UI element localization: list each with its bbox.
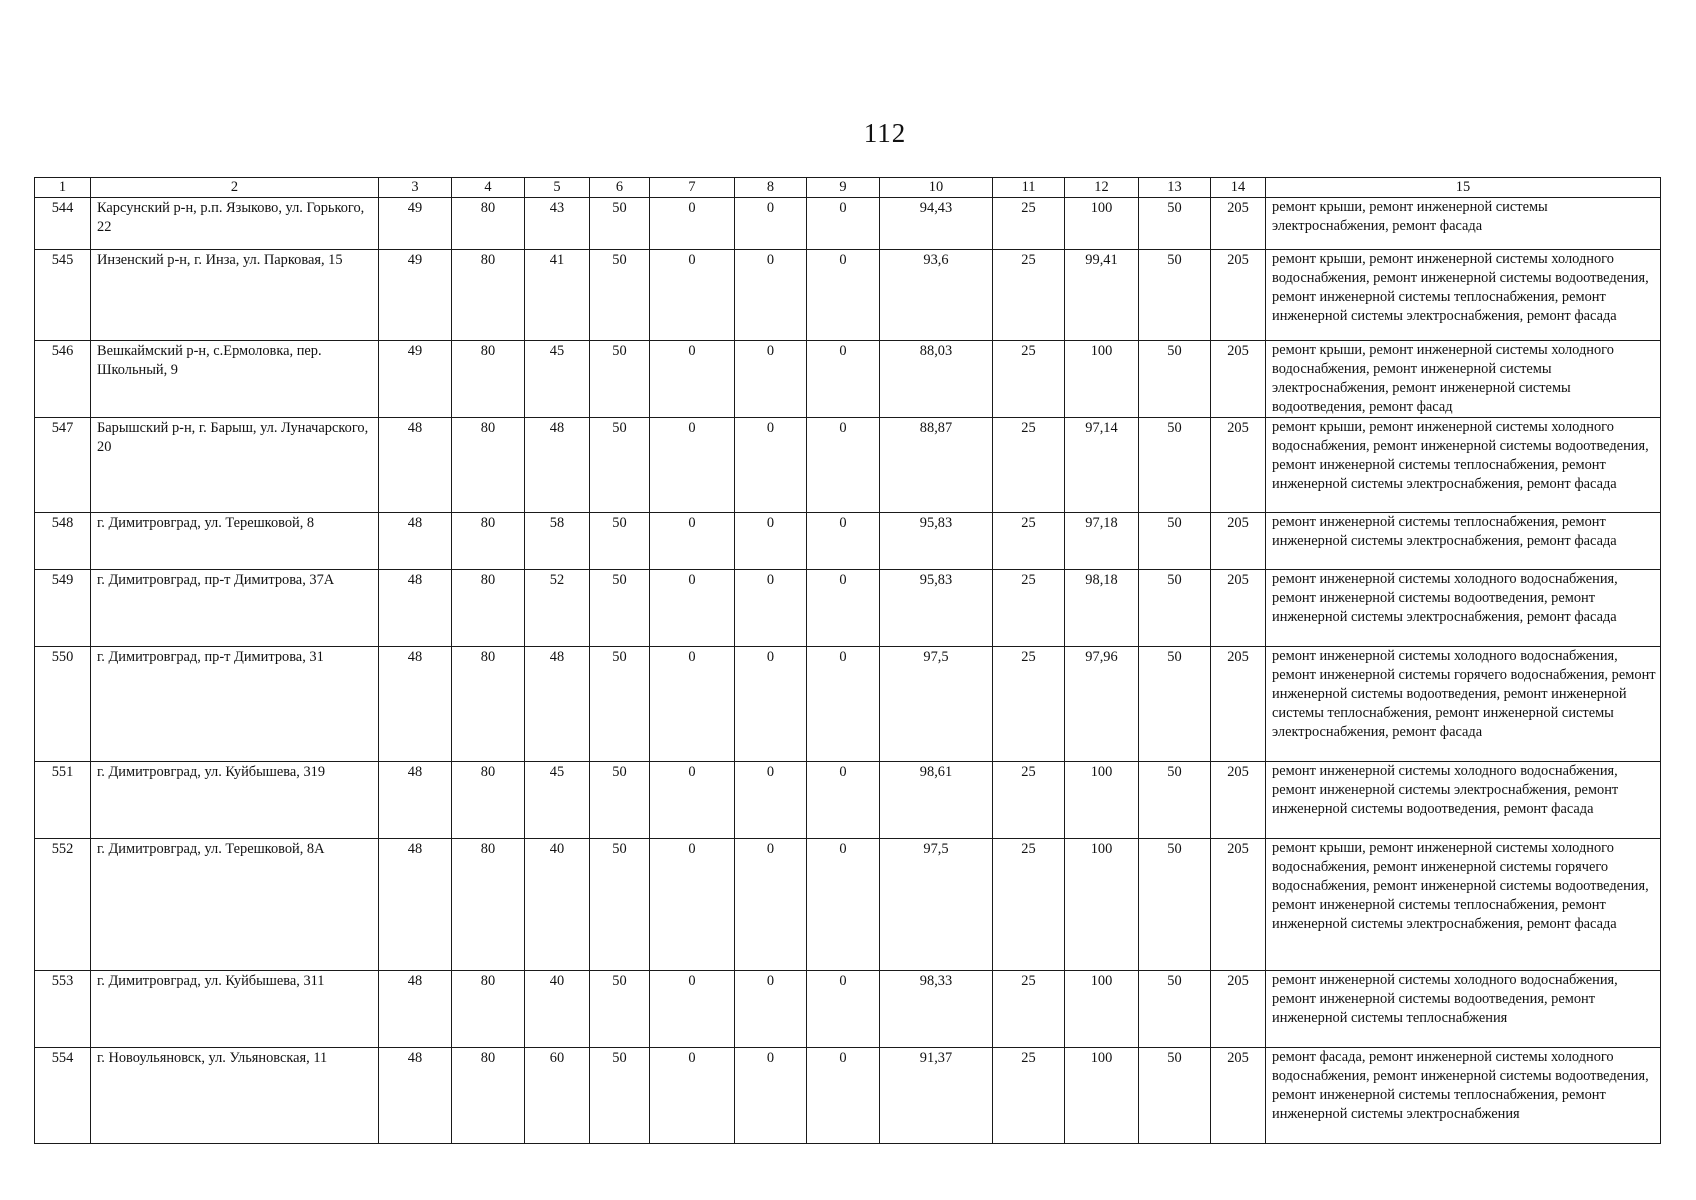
row-number-cell: 546: [35, 341, 91, 418]
value-cell-c4: 80: [452, 839, 525, 971]
value-cell-c4: 80: [452, 762, 525, 839]
value-cell-c6: 50: [590, 839, 650, 971]
value-cell-c5: 48: [525, 418, 590, 513]
value-cell-c5: 45: [525, 341, 590, 418]
value-cell-c4: 80: [452, 647, 525, 762]
value-cell-c12: 97,14: [1065, 418, 1139, 513]
value-cell-c6: 50: [590, 971, 650, 1048]
value-cell-c5: 43: [525, 198, 590, 250]
value-cell-c3: 49: [379, 250, 452, 341]
value-cell-c8: 0: [735, 839, 807, 971]
works-cell: ремонт крыши, ремонт инженерной системы электроснабжения, ремонт фасада: [1266, 198, 1661, 250]
value-cell-c8: 0: [735, 647, 807, 762]
works-cell: ремонт крыши, ремонт инженерной системы холодного водоснабжения, ремонт инженерной системы водоотведения, ремонт инженерной системы теплоснабжения, ремонт инженерной системы электроснабжения, ремонт фасада: [1266, 418, 1661, 513]
value-cell-c14: 205: [1211, 570, 1266, 647]
value-cell-c14: 205: [1211, 513, 1266, 570]
value-cell-c3: 48: [379, 570, 452, 647]
value-cell-c14: 205: [1211, 1048, 1266, 1144]
works-cell: ремонт инженерной системы холодного водоснабжения, ремонт инженерной системы водоотведения, ремонт инженерной системы электроснабжения, ремонт фасада: [1266, 570, 1661, 647]
value-cell-c13: 50: [1139, 198, 1211, 250]
value-cell-c13: 50: [1139, 839, 1211, 971]
value-cell-c7: 0: [650, 762, 735, 839]
value-cell-c13: 50: [1139, 418, 1211, 513]
value-cell-c12: 100: [1065, 839, 1139, 971]
value-cell-c14: 205: [1211, 418, 1266, 513]
value-cell-c13: 50: [1139, 1048, 1211, 1144]
value-cell-c3: 48: [379, 762, 452, 839]
value-cell-c10: 97,5: [880, 647, 993, 762]
value-cell-c8: 0: [735, 418, 807, 513]
value-cell-c10: 94,43: [880, 198, 993, 250]
value-cell-c8: 0: [735, 513, 807, 570]
works-cell: ремонт инженерной системы холодного водоснабжения, ремонт инженерной системы электроснабжения, ремонт инженерной системы водоотведения, ремонт фасада: [1266, 762, 1661, 839]
value-cell-c11: 25: [993, 762, 1065, 839]
value-cell-c11: 25: [993, 971, 1065, 1048]
address-cell: Инзенский р-н, г. Инза, ул. Парковая, 15: [91, 250, 379, 341]
value-cell-c3: 48: [379, 971, 452, 1048]
address-cell: г. Димитровград, ул. Куйбышева, 311: [91, 971, 379, 1048]
table-row: [35, 762, 1661, 839]
value-cell-c13: 50: [1139, 341, 1211, 418]
value-cell-c7: 0: [650, 570, 735, 647]
works-cell: ремонт инженерной системы холодного водоснабжения, ремонт инженерной системы водоотведения, ремонт инженерной системы теплоснабжения: [1266, 971, 1661, 1048]
works-cell: ремонт крыши, ремонт инженерной системы холодного водоснабжения, ремонт инженерной системы электроснабжения, ремонт инженерной системы водоотведения, ремонт фасад: [1266, 341, 1661, 418]
row-number-cell: 551: [35, 762, 91, 839]
table-row: [35, 839, 1661, 971]
table-row: [35, 570, 1661, 647]
value-cell-c5: 60: [525, 1048, 590, 1144]
value-cell-c3: 48: [379, 513, 452, 570]
value-cell-c6: 50: [590, 647, 650, 762]
value-cell-c7: 0: [650, 647, 735, 762]
value-cell-c14: 205: [1211, 647, 1266, 762]
column-header: 7: [650, 178, 735, 198]
column-header: 10: [880, 178, 993, 198]
value-cell-c6: 50: [590, 513, 650, 570]
value-cell-c6: 50: [590, 570, 650, 647]
value-cell-c8: 0: [735, 198, 807, 250]
value-cell-c7: 0: [650, 341, 735, 418]
value-cell-c14: 205: [1211, 762, 1266, 839]
value-cell-c9: 0: [807, 250, 880, 341]
row-number-cell: 544: [35, 198, 91, 250]
value-cell-c5: 52: [525, 570, 590, 647]
value-cell-c4: 80: [452, 341, 525, 418]
column-header: 8: [735, 178, 807, 198]
row-number-cell: 554: [35, 1048, 91, 1144]
value-cell-c14: 205: [1211, 839, 1266, 971]
value-cell-c9: 0: [807, 513, 880, 570]
value-cell-c12: 100: [1065, 341, 1139, 418]
table-row: [35, 198, 1661, 250]
column-header: 4: [452, 178, 525, 198]
value-cell-c14: 205: [1211, 971, 1266, 1048]
column-header: 5: [525, 178, 590, 198]
repair-schedule-table: [34, 177, 1661, 1144]
value-cell-c6: 50: [590, 418, 650, 513]
value-cell-c7: 0: [650, 513, 735, 570]
value-cell-c6: 50: [590, 250, 650, 341]
value-cell-c9: 0: [807, 839, 880, 971]
value-cell-c10: 97,5: [880, 839, 993, 971]
value-cell-c3: 49: [379, 198, 452, 250]
address-cell: г. Димитровград, ул. Терешковой, 8А: [91, 839, 379, 971]
value-cell-c5: 40: [525, 971, 590, 1048]
value-cell-c11: 25: [993, 513, 1065, 570]
value-cell-c7: 0: [650, 418, 735, 513]
value-cell-c10: 88,03: [880, 341, 993, 418]
value-cell-c9: 0: [807, 341, 880, 418]
value-cell-c12: 98,18: [1065, 570, 1139, 647]
value-cell-c6: 50: [590, 341, 650, 418]
value-cell-c3: 48: [379, 418, 452, 513]
column-header: 11: [993, 178, 1065, 198]
table-row: [35, 341, 1661, 418]
table-row: [35, 418, 1661, 513]
row-number-cell: 545: [35, 250, 91, 341]
value-cell-c9: 0: [807, 570, 880, 647]
table-row: [35, 250, 1661, 341]
row-number-cell: 553: [35, 971, 91, 1048]
value-cell-c12: 100: [1065, 971, 1139, 1048]
value-cell-c8: 0: [735, 341, 807, 418]
value-cell-c6: 50: [590, 198, 650, 250]
value-cell-c12: 100: [1065, 762, 1139, 839]
value-cell-c4: 80: [452, 971, 525, 1048]
value-cell-c4: 80: [452, 513, 525, 570]
value-cell-c8: 0: [735, 570, 807, 647]
table-row: [35, 1048, 1661, 1144]
value-cell-c11: 25: [993, 839, 1065, 971]
value-cell-c11: 25: [993, 1048, 1065, 1144]
column-header: 15: [1266, 178, 1661, 198]
value-cell-c13: 50: [1139, 762, 1211, 839]
value-cell-c13: 50: [1139, 570, 1211, 647]
table-body: [35, 198, 1661, 1144]
value-cell-c8: 0: [735, 1048, 807, 1144]
value-cell-c12: 100: [1065, 1048, 1139, 1144]
value-cell-c9: 0: [807, 418, 880, 513]
address-cell: г. Новоульяновск, ул. Ульяновская, 11: [91, 1048, 379, 1144]
value-cell-c12: 97,96: [1065, 647, 1139, 762]
value-cell-c6: 50: [590, 762, 650, 839]
address-cell: Барышский р-н, г. Барыш, ул. Луначарского, 20: [91, 418, 379, 513]
value-cell-c10: 98,33: [880, 971, 993, 1048]
value-cell-c9: 0: [807, 762, 880, 839]
value-cell-c11: 25: [993, 570, 1065, 647]
address-cell: г. Димитровград, ул. Терешковой, 8: [91, 513, 379, 570]
works-cell: ремонт крыши, ремонт инженерной системы холодного водоснабжения, ремонт инженерной системы водоотведения, ремонт инженерной системы теплоснабжения, ремонт инженерной системы электроснабжения, ремонт фасада: [1266, 250, 1661, 341]
column-header: 3: [379, 178, 452, 198]
value-cell-c11: 25: [993, 341, 1065, 418]
value-cell-c12: 97,18: [1065, 513, 1139, 570]
value-cell-c4: 80: [452, 1048, 525, 1144]
page-number: 112: [863, 118, 907, 148]
value-cell-c14: 205: [1211, 341, 1266, 418]
value-cell-c4: 80: [452, 250, 525, 341]
row-number-cell: 547: [35, 418, 91, 513]
value-cell-c9: 0: [807, 647, 880, 762]
row-number-cell: 550: [35, 647, 91, 762]
value-cell-c5: 48: [525, 647, 590, 762]
value-cell-c8: 0: [735, 250, 807, 341]
address-cell: Карсунский р-н, р.п. Языково, ул. Горького, 22: [91, 198, 379, 250]
value-cell-c10: 91,37: [880, 1048, 993, 1144]
value-cell-c7: 0: [650, 250, 735, 341]
column-header: 2: [91, 178, 379, 198]
column-header: 9: [807, 178, 880, 198]
works-cell: ремонт крыши, ремонт инженерной системы холодного водоснабжения, ремонт инженерной системы горячего водоснабжения, ремонт инженерной системы водоотведения, ремонт инженерной системы теплоснабжения, ремонт инженерной системы электроснабжения, ремонт фасада: [1266, 839, 1661, 971]
value-cell-c11: 25: [993, 418, 1065, 513]
value-cell-c7: 0: [650, 839, 735, 971]
works-cell: ремонт инженерной системы теплоснабжения, ремонт инженерной системы электроснабжения, ремонт фасада: [1266, 513, 1661, 570]
value-cell-c11: 25: [993, 198, 1065, 250]
column-header: 6: [590, 178, 650, 198]
value-cell-c13: 50: [1139, 513, 1211, 570]
column-header: 14: [1211, 178, 1266, 198]
value-cell-c4: 80: [452, 198, 525, 250]
value-cell-c5: 40: [525, 839, 590, 971]
table-row: [35, 647, 1661, 762]
value-cell-c12: 99,41: [1065, 250, 1139, 341]
value-cell-c4: 80: [452, 418, 525, 513]
value-cell-c8: 0: [735, 971, 807, 1048]
column-header: 12: [1065, 178, 1139, 198]
value-cell-c13: 50: [1139, 971, 1211, 1048]
value-cell-c14: 205: [1211, 250, 1266, 341]
address-cell: г. Димитровград, пр-т Димитрова, 37А: [91, 570, 379, 647]
value-cell-c4: 80: [452, 570, 525, 647]
works-cell: ремонт инженерной системы холодного водоснабжения, ремонт инженерной системы горячего водоснабжения, ремонт инженерной системы водоотведения, ремонт инженерной системы теплоснабжения, ремонт инженерной системы электроснабжения, ремонт фасада: [1266, 647, 1661, 762]
value-cell-c11: 25: [993, 250, 1065, 341]
value-cell-c8: 0: [735, 762, 807, 839]
table-row: [35, 513, 1661, 570]
value-cell-c5: 41: [525, 250, 590, 341]
value-cell-c9: 0: [807, 1048, 880, 1144]
value-cell-c7: 0: [650, 198, 735, 250]
value-cell-c12: 100: [1065, 198, 1139, 250]
value-cell-c5: 45: [525, 762, 590, 839]
value-cell-c6: 50: [590, 1048, 650, 1144]
address-cell: г. Димитровград, пр-т Димитрова, 31: [91, 647, 379, 762]
address-cell: Вешкаймский р-н, с.Ермоловка, пер. Школьный, 9: [91, 341, 379, 418]
value-cell-c7: 0: [650, 1048, 735, 1144]
value-cell-c10: 98,61: [880, 762, 993, 839]
value-cell-c7: 0: [650, 971, 735, 1048]
row-number-cell: 552: [35, 839, 91, 971]
value-cell-c3: 48: [379, 647, 452, 762]
address-cell: г. Димитровград, ул. Куйбышева, 319: [91, 762, 379, 839]
column-number-row: [35, 178, 1661, 198]
row-number-cell: 549: [35, 570, 91, 647]
value-cell-c3: 49: [379, 341, 452, 418]
value-cell-c13: 50: [1139, 250, 1211, 341]
value-cell-c13: 50: [1139, 647, 1211, 762]
works-cell: ремонт фасада, ремонт инженерной системы холодного водоснабжения, ремонт инженерной системы водоотведения, ремонт инженерной системы теплоснабжения, ремонт инженерной системы электроснабжения: [1266, 1048, 1661, 1144]
value-cell-c3: 48: [379, 839, 452, 971]
value-cell-c5: 58: [525, 513, 590, 570]
table-row: [35, 971, 1661, 1048]
value-cell-c10: 95,83: [880, 570, 993, 647]
value-cell-c11: 25: [993, 647, 1065, 762]
value-cell-c14: 205: [1211, 198, 1266, 250]
value-cell-c9: 0: [807, 198, 880, 250]
row-number-cell: 548: [35, 513, 91, 570]
value-cell-c10: 93,6: [880, 250, 993, 341]
column-header: 13: [1139, 178, 1211, 198]
column-header: 1: [35, 178, 91, 198]
value-cell-c9: 0: [807, 971, 880, 1048]
value-cell-c10: 95,83: [880, 513, 993, 570]
value-cell-c10: 88,87: [880, 418, 993, 513]
value-cell-c3: 48: [379, 1048, 452, 1144]
